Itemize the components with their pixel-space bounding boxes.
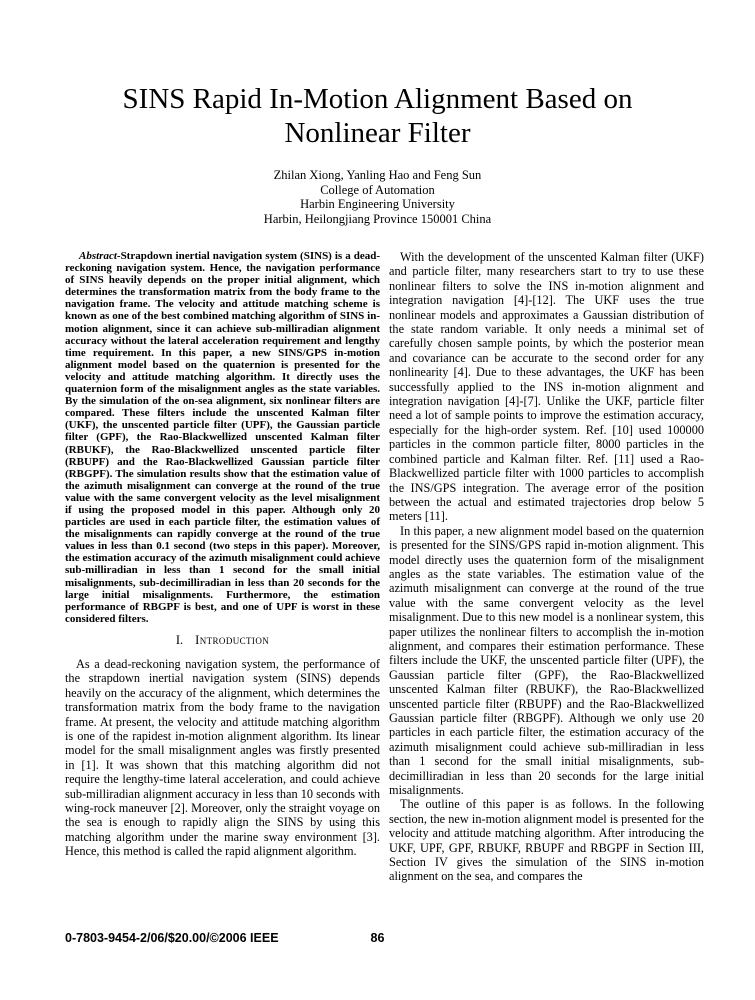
right-column [389,250,704,884]
section-number: I. [175,632,184,647]
right-column-paragraph-1: With the development of the unscented Kalman filter (UKF) and particle filter, many researchers start to try to use these nonlinear filters to solve the INS in-motion alignment and integration navigation [4]-[12]. The UKF uses the true nonlinear models and approximates a Gaussian distribution of the state random variable. It only needs a minimal set of carefully chosen sample points, by which the posterior mean and covariance can be accurate to the second order for any nonlinearity [4]. Due to these advantages, the UKF has been successfully applied to the INS in-motion alignment and integration navigation [4]-[7]. Unlike the UKF, particle filter need a lot of sample points to improve the estimation accuracy, especially for the high-order system. Ref. [10] used 100000 particles in the common particle filter, 8000 particles in the combined particle and Kalman filter. Ref. [11] used a Rao-Blackwellized particle filter with 1000 particles to accomplish the INS/GPS integration. The average error of the position between the actual and estimated trajectories drop below 5 meters [11]. [389,250,704,524]
author-block [0,168,755,226]
two-column-body [0,226,755,884]
right-column-paragraph-2: In this paper, a new alignment model based on the quaternion is presented for the SINS/GPS rapid in-motion alignment. This model directly uses the quaternion form of the misalignment angles as the state variables. The estimation value of the azimuth misalignment can converge at the round of the true value with the same convergent velocity as the level misalignment. Due to this new model is a nonlinear system, this paper utilizes the nonlinear filters to accomplish the in-motion alignment, and compares their estimation performance. These filters include the UKF, the unscented particle filter (UPF), the Gaussian particle filter (GPF), the Rao-Blackwellized unscented Kalman filter (RBUKF), the Rao-Blackwellized unscented particle filter (RBUPF) and the Rao-Blackwellized Gaussian particle filter (RBGPF). Although we only use 20 particles in each particle filter, the estimation accuracy of the azimuth misalignment could achieve sub-milliradian in less than 1 second for the small initial misalignments, sub-decimilliradian in less than 20 seconds for the large initial misalignments. [389,523,704,798]
author-department: College of Automation [320,182,435,197]
author-names: Zhilan Xiong, Yanling Hao and Feng Sun [273,168,482,182]
author-university: Harbin Engineering University [300,197,455,211]
paper-title [0,0,755,150]
right-column-paragraph-3: The outline of this paper is as follows. In the following section, the new in-motion alignment model is presented for the velocity and attitude matching algorithm. After introducing the UKF, UPF, GPF, RBUKF, RBUPF and RBGPF in Section III, Section IV gives the simulation of the SINS in-motion alignment on the sea, and compares the [389,797,704,884]
abstract-text: -Strapdown inertial navigation system (SINS) is a dead-reckoning navigation system. Hence, the navigation performance of SINS heavily depends on the proper initial alignment, which determines the transformation matrix from the body frame to the navigation frame. The velocity and attitude matching scheme is known as one of the best combined matching algorithm of SINS in-motion alignment, since it can achieve sub-milliradian alignment accuracy without the lateral acceleration requirement and lengthy time requirement. In this paper, a new SINS/GPS in-motion alignment model based on the quaternion is presented for the velocity and attitude matching algorithm. It directly uses the quaternion form of the misalignment angles as the state variables. By the simulation of the on-sea alignment, six nonlinear filters are compared. These filters include the unscented Kalman filter (UKF), the unscented particle filter (UPF), the Gaussian particle filter (GPF), the Rao-Blackwellized unscented Kalman filter (RBUKF), the Rao-Blackwellized unscented particle filter (RBUPF) and the Rao-Blackwellized Gaussian particle filter (RBGPF). The simulation results show that the estimation value of the azimuth misalignment can converge at the round of the true value with the same convergent velocity as the level misalignment if using the proposed model in this paper. Although only 20 particles are used in each particle filter, the estimation values of the misalignments can rapidly converge at the round of the true values in less than 0.1 second (two steps in this paper). Moreover, the estimation accuracy of the azimuth misalignment could achieve sub-milliradian in less than 1 second for the small initial misalignments, sub-decimilliradian in less than 20 seconds for the large initial misalignments. Furthermore, the estimation performance of RBGPF is best, and one of UPF is worst in these considered filters. [65,250,380,625]
introduction-paragraph-1: As a dead-reckoning navigation system, the performance of the strapdown inertial navigation system (SINS) depends heavily on the accuracy of the alignment, which determines the transformation matrix from the body frame to the navigation frame. At present, the velocity and attitude matching algorithm is one of the rapidest in-motion alignment algorithm. Its linear model for the small misalignment angles was firstly presented in [1]. It was shown that this matching algorithm did not require the lengthy-time lateral acceleration, and could achieve sub-milliradian alignment accuracy in less than 10 seconds with wing-rock maneuver [2]. Moreover, only the straight voyage on the sea is enough to rapidly align the SINS by using this matching algorithm under the marine sway environment [3]. Hence, this method is called the rapid alignment algorithm. [65,656,380,859]
page-number: 86 [370,931,385,945]
section-heading-introduction [65,633,380,648]
paper-title-line2: Nonlinear Filter [284,117,471,149]
abstract-paragraph [65,250,380,625]
author-address: Harbin, Heilongjiang Province 150001 China [263,211,492,226]
abstract-label: Abstract [79,250,117,262]
page-footer [0,931,755,951]
paper-title-line1: SINS Rapid In-Motion Alignment Based on [122,83,633,115]
left-column [65,250,380,884]
copyright-notice: 0-7803-9454-2/06/$20.00/©2006 IEEE [65,931,279,945]
section-title: Introduction [195,632,270,647]
